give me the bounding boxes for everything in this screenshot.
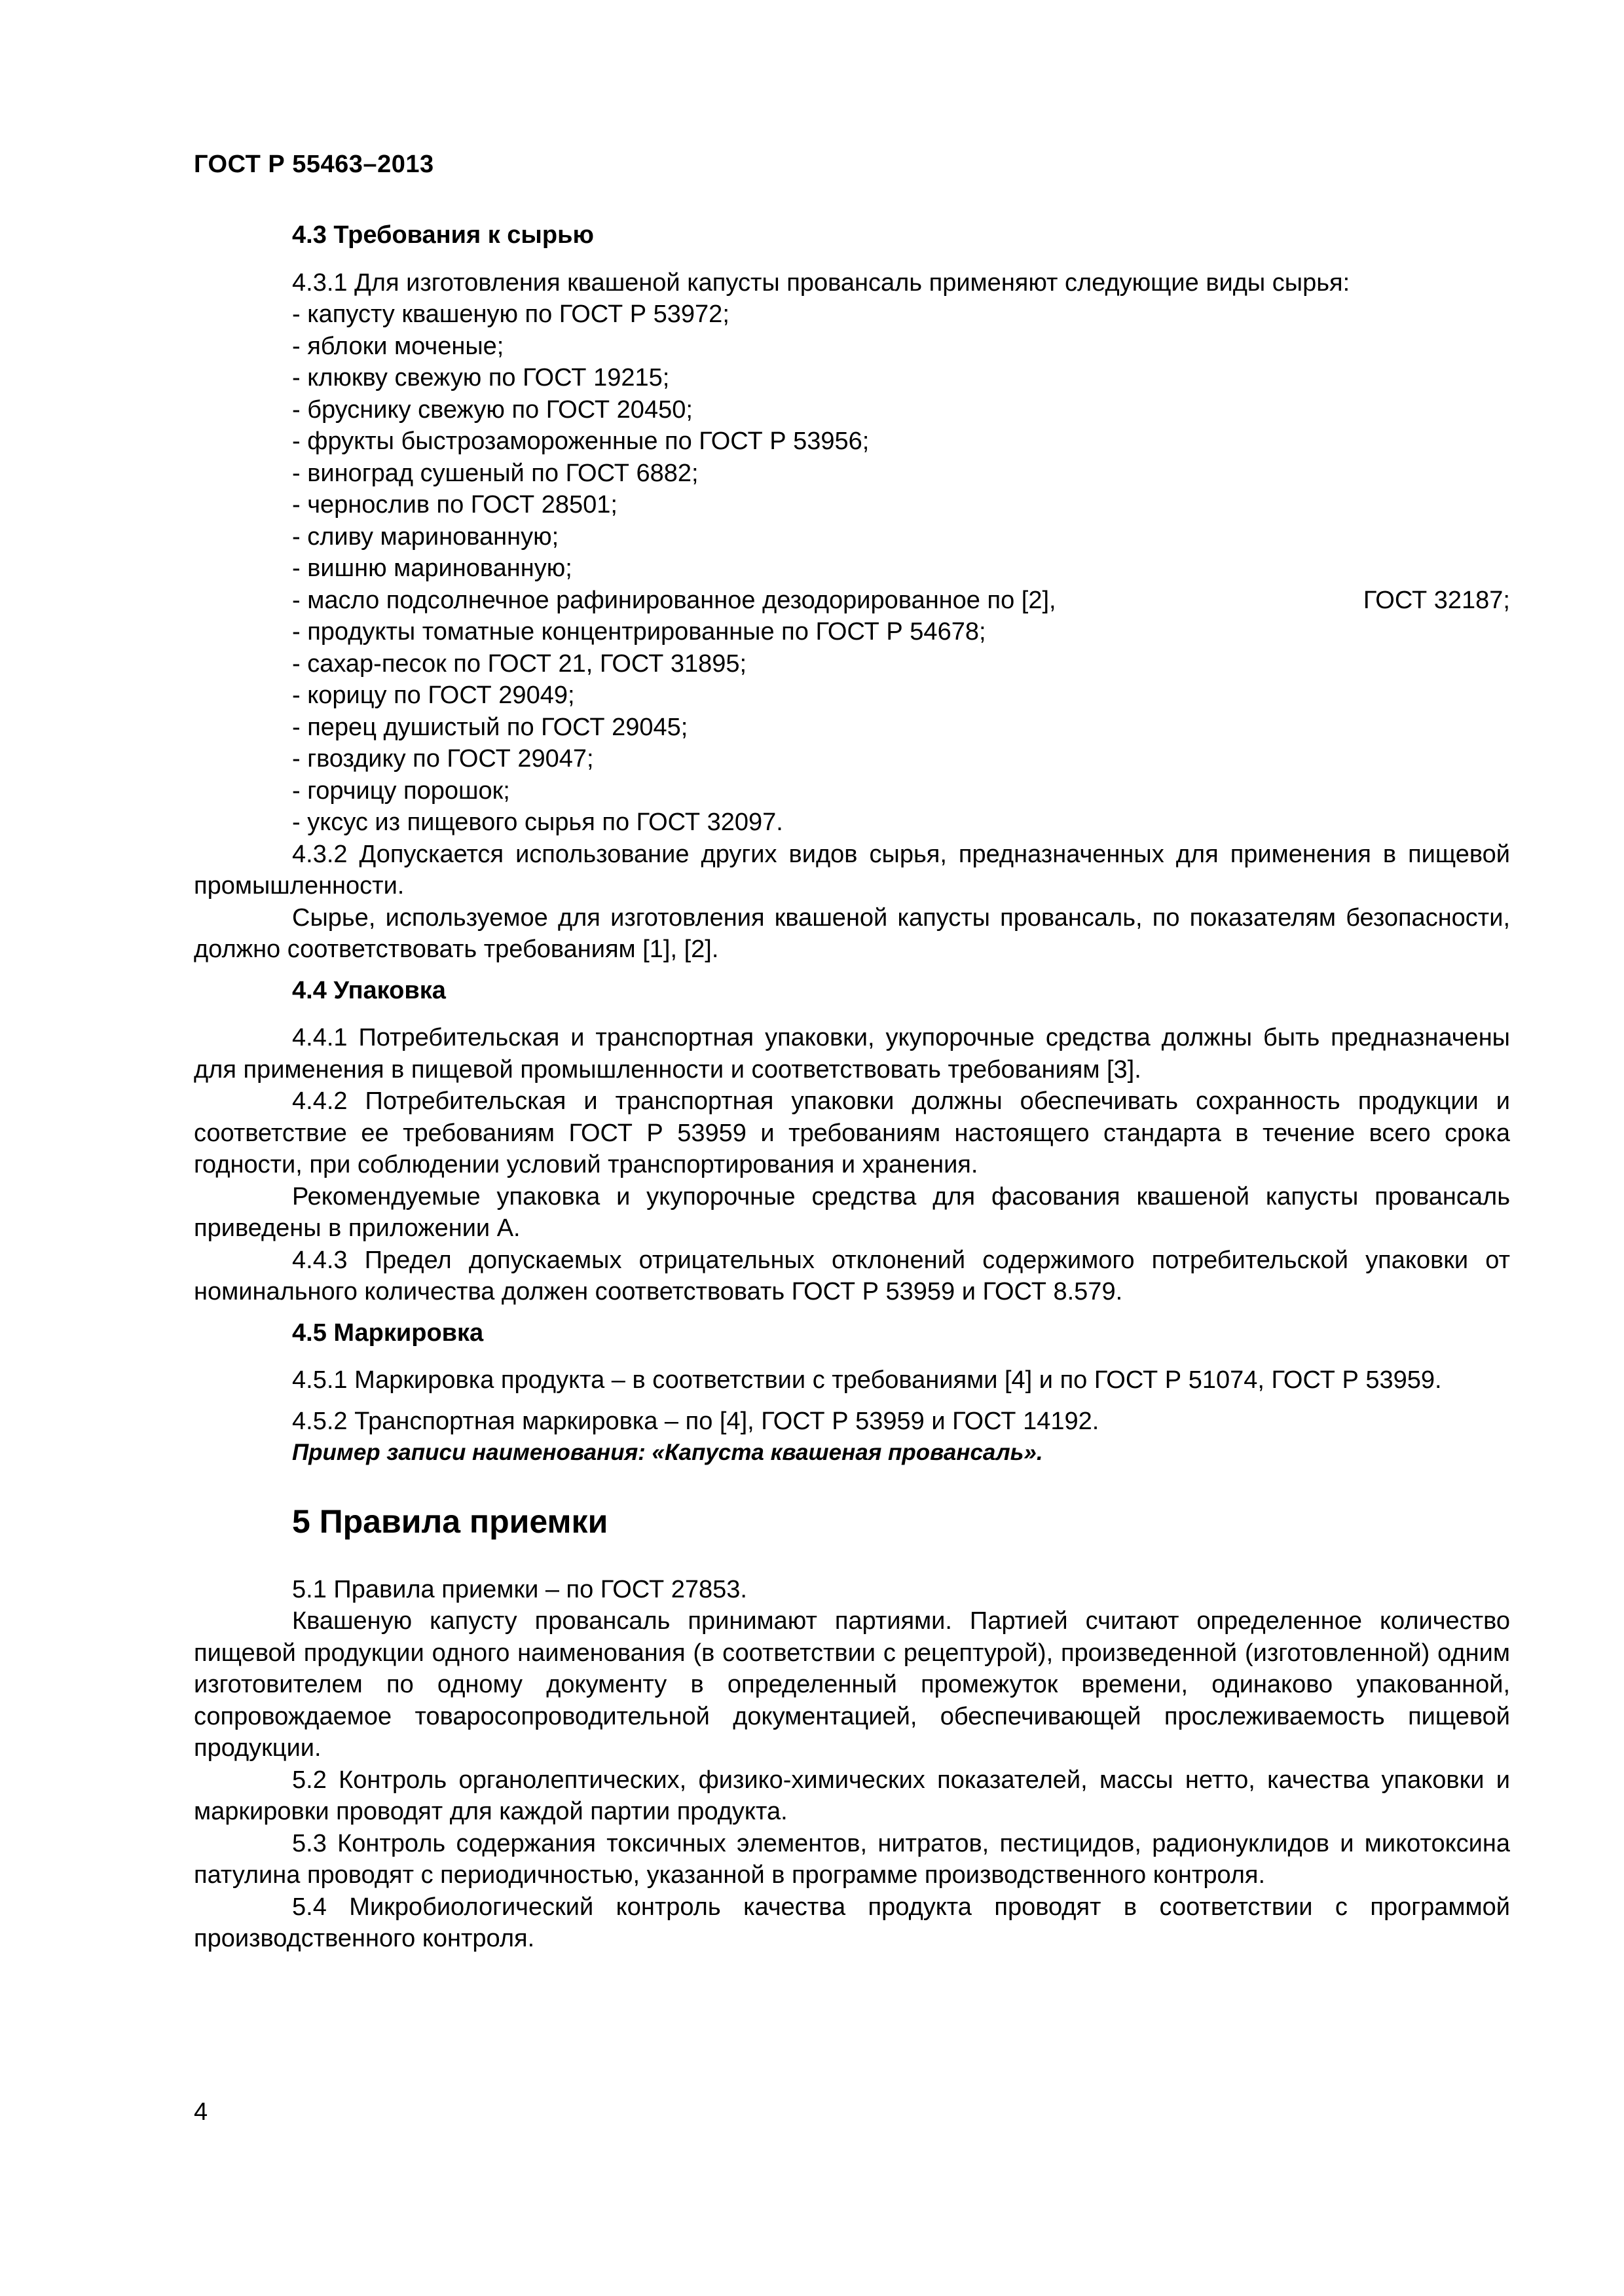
paragraph-4-3-2: 4.3.2 Допускается использование других видов сырья, предназначенных для применения в пищевой промышленности.	[194, 840, 1510, 900]
list-item: - яблоки моченые;	[292, 332, 504, 360]
list-item: - сахар-песок по ГОСТ 21, ГОСТ 31895;	[292, 649, 747, 678]
paragraph-5-1: 5.1 Правила приемки – по ГОСТ 27853.	[292, 1575, 747, 1603]
document-body	[194, 219, 1510, 1955]
document-code-header: ГОСТ Р 55463–2013	[194, 151, 434, 178]
paragraph-packaging-recommendation: Рекомендуемые упаковка и укупорочные средства для фасования квашеной капусты провансаль приведены в приложении А.	[194, 1182, 1510, 1242]
section-heading-5: 5 Правила приемки	[292, 1503, 608, 1540]
list-item: - виноград сушеный по ГОСТ 6882;	[292, 459, 699, 487]
section-heading-4-4: 4.4 Упаковка	[292, 976, 446, 1004]
list-item: - фрукты быстрозамороженные по ГОСТ Р 53956;	[292, 428, 870, 455]
list-item: - чернослив по ГОСТ 28501;	[292, 491, 618, 519]
paragraph-4-5-1: 4.5.1 Маркировка продукта – в соответствии с требованиями [4] и по ГОСТ Р 51074, ГОСТ Р 53959.	[292, 1366, 1442, 1394]
paragraph-raw-safety: Сырье, используемое для изготовления квашеной капусты провансаль, по показателям безопасности, должно соответствовать требованиям [1], [2].	[194, 903, 1510, 963]
list-item: - корицу по ГОСТ 29049;	[292, 682, 575, 709]
naming-example: Пример записи наименования: «Капуста квашеная провансаль».	[292, 1440, 1043, 1465]
list-item-oil	[194, 585, 1510, 617]
paragraph-batch-definition: Квашеную капусту провансаль принимают партиями. Партией считают определенное количество пищевой продукции одного наименования (в соответствии с рецептурой), произведенной (изготовленной) одним изготовителем по одному документу в определенный промежуток времени, одинаково упакованной, сопровождаемое товаросопроводительной документацией, обеспечивающей прослеживаемость пищевой продукции.	[194, 1607, 1510, 1762]
section-heading-4-5: 4.5 Маркировка	[292, 1319, 484, 1347]
list-item: - клюкву свежую по ГОСТ 19215;	[292, 364, 670, 392]
paragraph-4-5-2: 4.5.2 Транспортная маркировка – по [4], ГОСТ Р 53959 и ГОСТ 14192.	[292, 1407, 1099, 1435]
paragraph-4-4-3: 4.4.3 Предел допускаемых отрицательных отклонений содержимого потребительской упаковки от номинального количества должен соответствовать ГОСТ Р 53959 и ГОСТ 8.579.	[194, 1246, 1510, 1305]
paragraph-5-2: 5.2 Контроль органолептических, физико-химических показателей, массы нетто, качества упаковки и маркировки проводят для каждой партии продукта.	[194, 1766, 1510, 1825]
list-item-oil-text: - масло подсолнечное рафинированное дезодорированное по [2],	[292, 586, 1056, 614]
section-heading-4-3: 4.3 Требования к сырью	[292, 221, 594, 249]
page-number: 4	[194, 2098, 208, 2126]
list-item: - гвоздику по ГОСТ 29047;	[292, 745, 594, 773]
paragraph-4-3-1: 4.3.1 Для изготовления квашеной капусты провансаль применяют следующие виды сырья:	[292, 268, 1350, 297]
paragraph-4-4-1: 4.4.1 Потребительская и транспортная упаковки, укупорочные средства должны быть предназначены для применения в пищевой промышленности и соответствовать требованиям [3].	[194, 1024, 1510, 1084]
paragraph-5-3: 5.3 Контроль содержания токсичных элементов, нитратов, пестицидов, радионуклидов и микотоксина патулина проводят с периодичностью, указанной в программе производственного контроля.	[194, 1829, 1510, 1889]
list-item-oil-standard: ГОСТ 32187;	[1363, 586, 1510, 614]
list-item: - вишню маринованную;	[292, 555, 572, 582]
list-item: - горчицу порошок;	[292, 776, 510, 805]
list-item: - уксус из пищевого сырья по ГОСТ 32097.	[292, 809, 783, 836]
list-item: - бруснику свежую по ГОСТ 20450;	[292, 395, 693, 424]
paragraph-4-4-2: 4.4.2 Потребительская и транспортная упаковки должны обеспечивать сохранность продукции и соответствие ее требованиям ГОСТ Р 53959 и требованиям настоящего стандарта в течение всего срока годности, при соблюдении условий транспортирования и хранения.	[194, 1087, 1510, 1178]
paragraph-5-4: 5.4 Микробиологический контроль качества продукта проводят в соответствии с программой производственного контроля.	[194, 1893, 1510, 1952]
list-item: - перец душистый по ГОСТ 29045;	[292, 713, 688, 741]
list-item: - сливу маринованную;	[292, 522, 559, 551]
list-item: - капусту квашеную по ГОСТ Р 53972;	[292, 301, 729, 328]
list-item: - продукты томатные концентрированные по ГОСТ Р 54678;	[292, 618, 986, 646]
